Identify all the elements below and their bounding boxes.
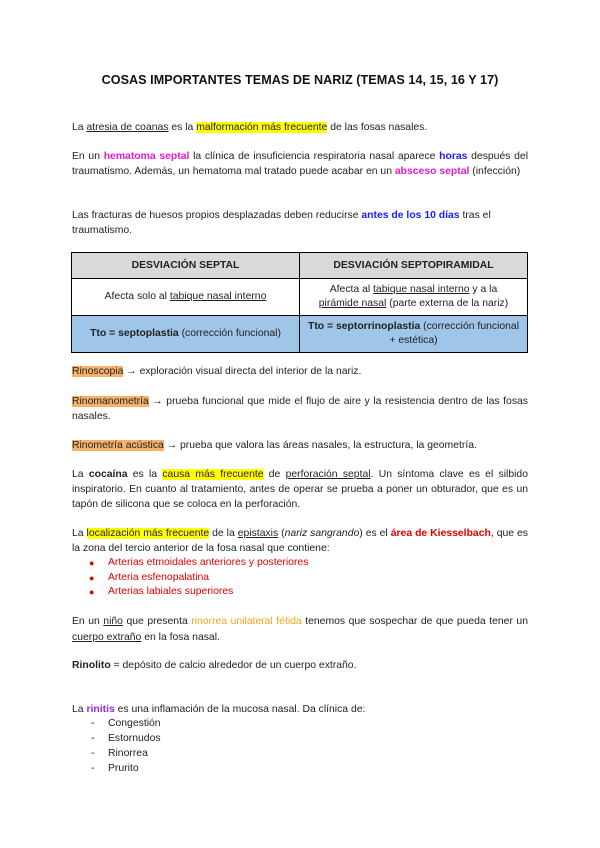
paragraph-fracturas — [72, 208, 528, 238]
table-cell-septal-afecta — [72, 279, 300, 316]
term-atresia-coanas: atresia de coanas — [86, 122, 169, 133]
text: Las fracturas de huesos propios desplazadas deben reducirse — [72, 210, 362, 221]
term-absceso-septal: absceso septal — [394, 166, 470, 177]
paragraph-rinoscopia — [72, 364, 528, 379]
text: es la — [168, 122, 197, 133]
term-cuerpo-extrano: cuerpo extraño — [72, 632, 142, 643]
text: , que es la zona del tercio anterior de la fosa nasal que contiene: — [72, 528, 528, 554]
text: después del traumatismo. Además, un hematoma mal tratado puede acabar en un — [72, 151, 529, 177]
text: la clínica de insuficiencia respiratoria nasal aparece — [189, 151, 440, 162]
text: En un — [72, 616, 104, 627]
table-cell-septal-tto — [72, 316, 300, 353]
term-rinoscopia: Rinoscopia — [72, 366, 124, 377]
text: (corrección funcional) — [178, 328, 281, 339]
list-item — [72, 585, 512, 600]
list-item — [72, 731, 372, 746]
text: tras el traumatismo. — [72, 210, 491, 236]
text: en la fosa nasal. — [141, 632, 220, 643]
text: Afecta al — [329, 284, 374, 295]
term-hematoma-septal: hematoma septal — [103, 151, 190, 162]
text: En un — [72, 151, 104, 162]
highlight-malformacion: malformación más frecuente — [196, 122, 328, 133]
text: Prurito — [108, 763, 139, 774]
bullet-icon: ● — [89, 558, 95, 568]
text: Afecta solo al — [104, 291, 170, 302]
document-title: COSAS IMPORTANTES TEMAS DE NARIZ (TEMAS 14, 15, 16 Y 17) — [101, 73, 499, 87]
text: → prueba que valora las áreas nasales, la estructura, la geometría. — [163, 440, 477, 451]
paragraph-cocaina — [72, 467, 528, 512]
text: Arteria esfenopalatina — [108, 571, 210, 583]
table-cell-septopiramidal-afecta — [300, 279, 528, 316]
table-header-septal: DESVIACIÓN SEPTAL — [72, 253, 300, 279]
text: tenemos que sospechar de que pueda tener un — [301, 616, 528, 627]
dash-icon: - — [91, 718, 95, 729]
paragraph-rinomanometria — [72, 394, 528, 424]
text: → exploración visual directa del interior de la nariz. — [123, 366, 362, 377]
text: tabique nasal interno — [373, 284, 470, 295]
term-epistaxis: epistaxis — [237, 528, 279, 539]
text: ( — [278, 528, 285, 539]
term-horas: horas — [439, 151, 468, 162]
text: → prueba funcional que mide el flujo de aire y la resistencia dentro de las fosas nasales. — [72, 396, 528, 422]
paragraph-rinometria — [72, 438, 528, 453]
text: de — [263, 469, 286, 480]
text: Congestión — [108, 718, 161, 729]
term-kiesselbach: área de Kiesselbach — [390, 528, 491, 539]
paragraph-epistaxis — [72, 526, 528, 556]
bullet-icon: ● — [89, 587, 95, 597]
term-rinomanometria: Rinomanometría — [72, 396, 149, 407]
list-item — [72, 716, 372, 731]
paragraph-nino — [72, 614, 528, 646]
dash-icon: - — [91, 748, 95, 759]
text: es una inflamación de la mucosa nasal. Da clínica de: — [114, 704, 366, 715]
symptoms-list — [72, 716, 372, 776]
term-rinitis: rinitis — [86, 704, 115, 715]
list-item — [72, 556, 512, 571]
text: (corrección funcional + estética) — [389, 321, 520, 346]
text: nariz sangrando — [284, 528, 360, 539]
term-nino: niño — [103, 616, 123, 627]
text: (infección) — [469, 166, 521, 177]
text: Arterias labiales superiores — [108, 586, 234, 597]
dash-icon: - — [91, 763, 95, 774]
text: que presenta — [122, 616, 192, 627]
bullet-icon: ● — [89, 572, 95, 583]
paragraph-hematoma — [72, 149, 528, 179]
arterias-list — [72, 556, 512, 600]
term-rinolito: Rinolito — [72, 660, 111, 671]
text: La — [72, 528, 87, 539]
text: = depósito de calcio alrededor de un cuerpo extraño. — [110, 660, 357, 671]
text: La — [72, 704, 87, 715]
text: Arterias etmoidales anteriores y posteriores — [108, 557, 309, 568]
highlight-causa: causa más frecuente — [162, 469, 264, 480]
text: y a la — [469, 284, 498, 295]
term-cocaina: cocaína — [88, 469, 128, 480]
text: ) es el — [359, 528, 391, 539]
highlight-localizacion: localización más frecuente — [86, 528, 210, 539]
text: Rinorrea — [108, 748, 148, 759]
paragraph-atresia — [72, 120, 528, 135]
text: La — [72, 122, 87, 133]
text: (parte externa de la nariz) — [386, 298, 509, 309]
dash-icon: - — [91, 733, 95, 744]
text: de las fosas nasales. — [327, 122, 428, 133]
table-header-septopiramidal: DESVIACIÓN SEPTOPIRAMIDAL — [300, 253, 528, 279]
text: La — [72, 469, 89, 480]
text: . Un síntoma clave es el silbido inspiratorio. En cuanto al tratamiento, antes de operar se prueba a poner un obturador, que es un tapón de silicona que se coloca en la perforación. — [72, 469, 528, 510]
text: Tto = septoplastia — [90, 328, 179, 339]
list-item — [72, 571, 512, 586]
term-perforacion-septal: perforación septal — [285, 469, 371, 480]
text: tabique nasal interno — [169, 291, 267, 302]
term-10-dias: antes de los 10 días — [361, 210, 460, 221]
paragraph-rinitis — [72, 702, 528, 717]
text: es la — [127, 469, 163, 480]
term-rinometria-acustica: Rinometría acústica — [72, 440, 164, 451]
list-item — [72, 746, 372, 761]
paragraph-rinolito — [72, 658, 528, 673]
desviacion-table — [71, 252, 528, 353]
text: de la — [209, 528, 238, 539]
list-item — [72, 761, 372, 776]
table-cell-septopiramidal-tto — [300, 316, 528, 353]
text: pirámide nasal — [318, 298, 387, 309]
text: Estornudos — [108, 733, 161, 744]
text: Tto = septorrinoplastia — [307, 321, 421, 332]
term-rinorrea-fetida: rinorrea unilateral fétida — [191, 616, 302, 627]
